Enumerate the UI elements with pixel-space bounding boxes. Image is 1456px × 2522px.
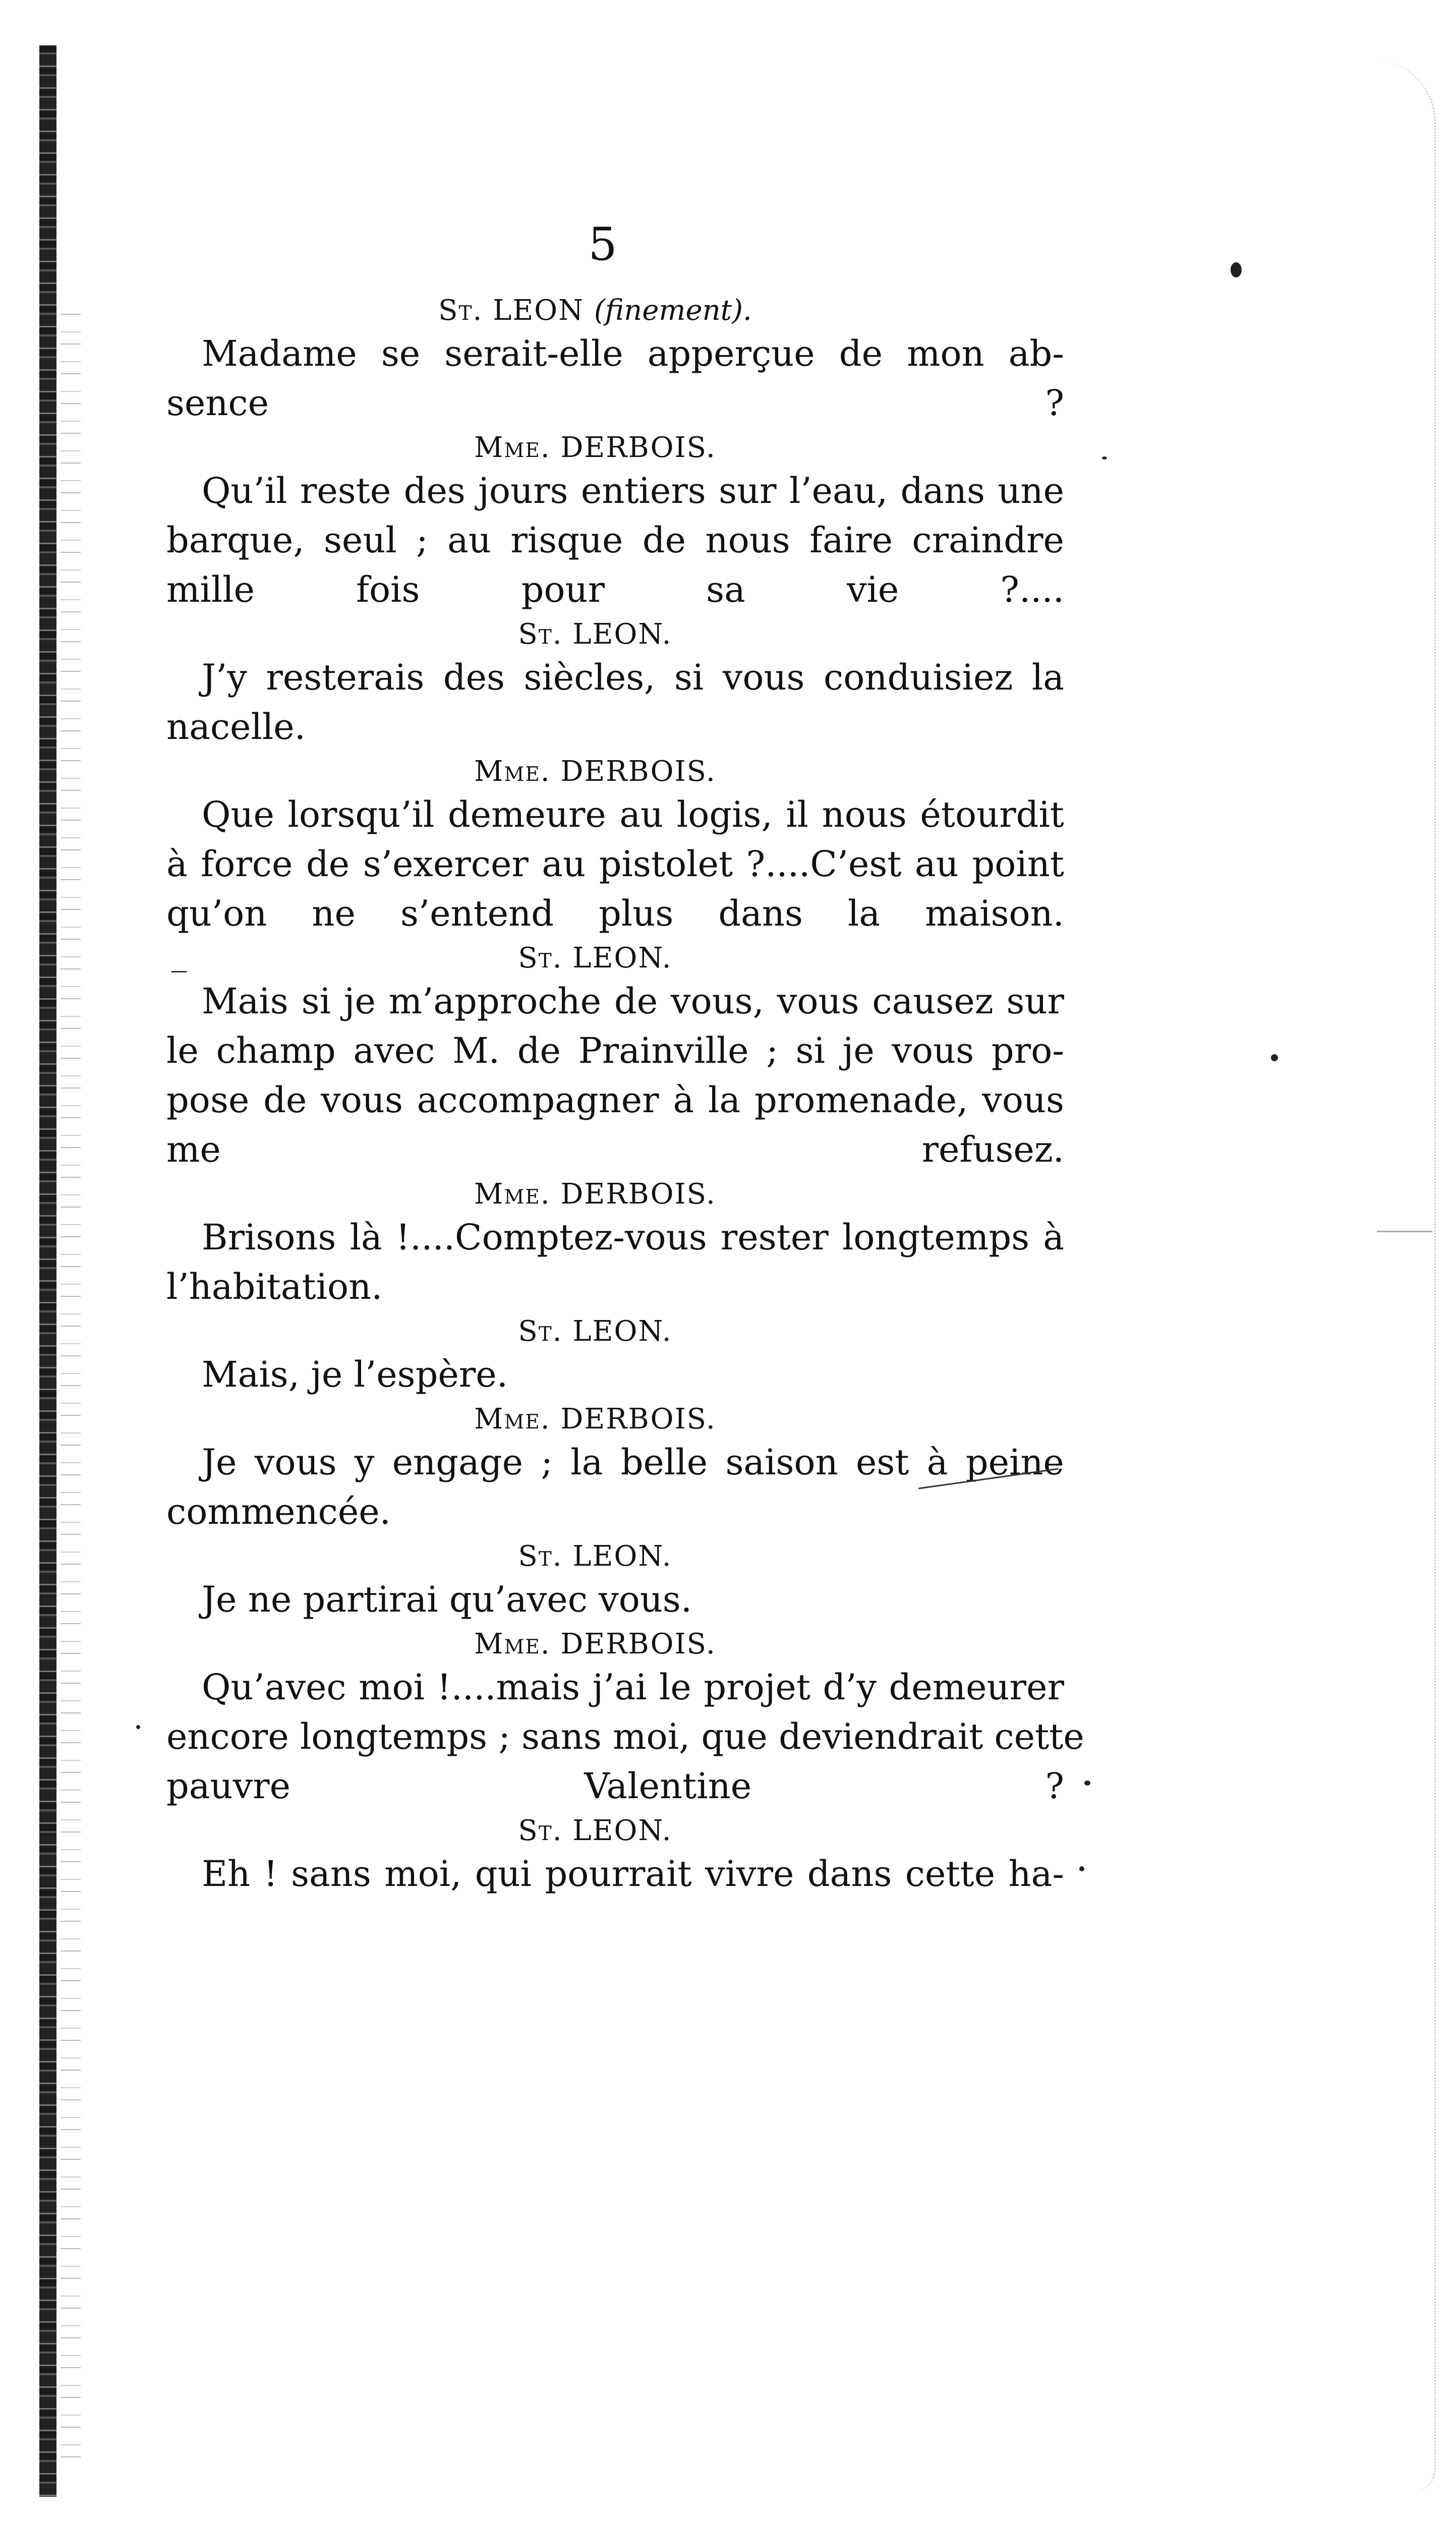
- speaker-name: St. LEON.: [518, 1315, 672, 1348]
- speech-block: [166, 293, 1064, 428]
- text-line: mille fois pour sa vie ?....: [166, 569, 1064, 610]
- page-right-edge: [1374, 61, 1436, 2492]
- scan-speck: [1271, 1054, 1278, 1061]
- speaker-name: St. LEON.: [518, 618, 672, 651]
- speaker-name: Mme. DERBOIS.: [474, 1628, 716, 1660]
- speaker-name: Mme. DERBOIS.: [474, 755, 716, 788]
- text-line: Madame se serait-elle apperçue de mon ab-: [202, 333, 1064, 374]
- text-line: sence ?: [166, 382, 1064, 424]
- scan-stroke: [171, 971, 187, 972]
- speech-block: [166, 430, 1064, 614]
- stage-direction: (finement).: [594, 294, 752, 327]
- text-line: commencée.: [166, 1491, 391, 1532]
- text-line: pauvre Valentine ?: [166, 1765, 1064, 1807]
- scan-speck: [1079, 1866, 1084, 1871]
- speech-block: [166, 940, 1064, 1174]
- text-line: qu’on ne s’entend plus dans la maison.: [166, 893, 1064, 934]
- text-line: Eh ! sans moi, qui pourrait vivre dans cette ha-: [202, 1853, 1064, 1895]
- scan-speck: [1084, 1781, 1090, 1786]
- text-line: Qu’avec moi !....mais j’ai le projet d’y demeurer: [202, 1667, 1064, 1708]
- text-line: Que lorsqu’il demeure au logis, il nous étourdit: [202, 794, 1064, 835]
- text-line: pose de vous accompagner à la promenade, vous: [166, 1079, 1064, 1121]
- text-line: le champ avec M. de Prainville ; si je vous pro-: [166, 1030, 1064, 1071]
- text-line: barque, seul ; au risque de nous faire craindre: [166, 520, 1064, 561]
- scan-speck: [136, 1725, 140, 1729]
- scan-speck: [1231, 262, 1242, 277]
- speech-block: [166, 1313, 1064, 1399]
- scan-speck: [1102, 456, 1107, 460]
- speech-block: [166, 754, 1064, 938]
- text-line: nacelle.: [166, 706, 306, 748]
- text-line: me refusez.: [166, 1129, 1064, 1170]
- speech-block: [166, 1401, 1064, 1536]
- text-line: l’habitation.: [166, 1266, 383, 1307]
- scan-stroke: [1377, 1231, 1432, 1232]
- speaker-name: St. LEON.: [518, 942, 672, 975]
- text-line: Qu’il reste des jours entiers sur l’eau, dans une: [202, 470, 1064, 511]
- text-line: Mais, je l’espère.: [202, 1354, 508, 1395]
- text-line: encore longtemps ; sans moi, que deviendrait cette: [166, 1716, 1084, 1757]
- speaker-name: St. LEON (finement).: [438, 294, 752, 327]
- text-line: J’y resterais des siècles, si vous conduisiez la: [202, 657, 1064, 698]
- dialogue-text: [166, 293, 1084, 1901]
- text-line: Mais si je m’approche de vous, vous causez sur: [202, 981, 1064, 1022]
- binding-edge: [39, 45, 56, 2497]
- speaker-name: St. LEON.: [518, 1540, 672, 1573]
- text-line: Brisons là !....Comptez-vous rester longtemps à: [202, 1217, 1064, 1258]
- speaker-name: Mme. DERBOIS.: [474, 431, 716, 464]
- speech-block: [166, 1626, 1084, 1811]
- speech-block: [166, 616, 1064, 752]
- text-line: Je vous y engage ; la belle saison est à peine: [202, 1442, 1064, 1483]
- speech-block: [166, 1813, 1064, 1899]
- speaker-name: Mme. DERBOIS.: [474, 1178, 716, 1211]
- speech-block: [166, 1538, 1064, 1624]
- speaker-name: Mme. DERBOIS.: [474, 1403, 716, 1436]
- text-line: à force de s’exercer au pistolet ?....C’est au point: [166, 843, 1064, 885]
- page-number: 5: [588, 218, 617, 271]
- text-line: Je ne partirai qu’avec vous.: [202, 1579, 692, 1620]
- speech-block: [166, 1176, 1064, 1311]
- speaker-name: St. LEON.: [518, 1814, 672, 1847]
- binding-speckle: [61, 303, 81, 2472]
